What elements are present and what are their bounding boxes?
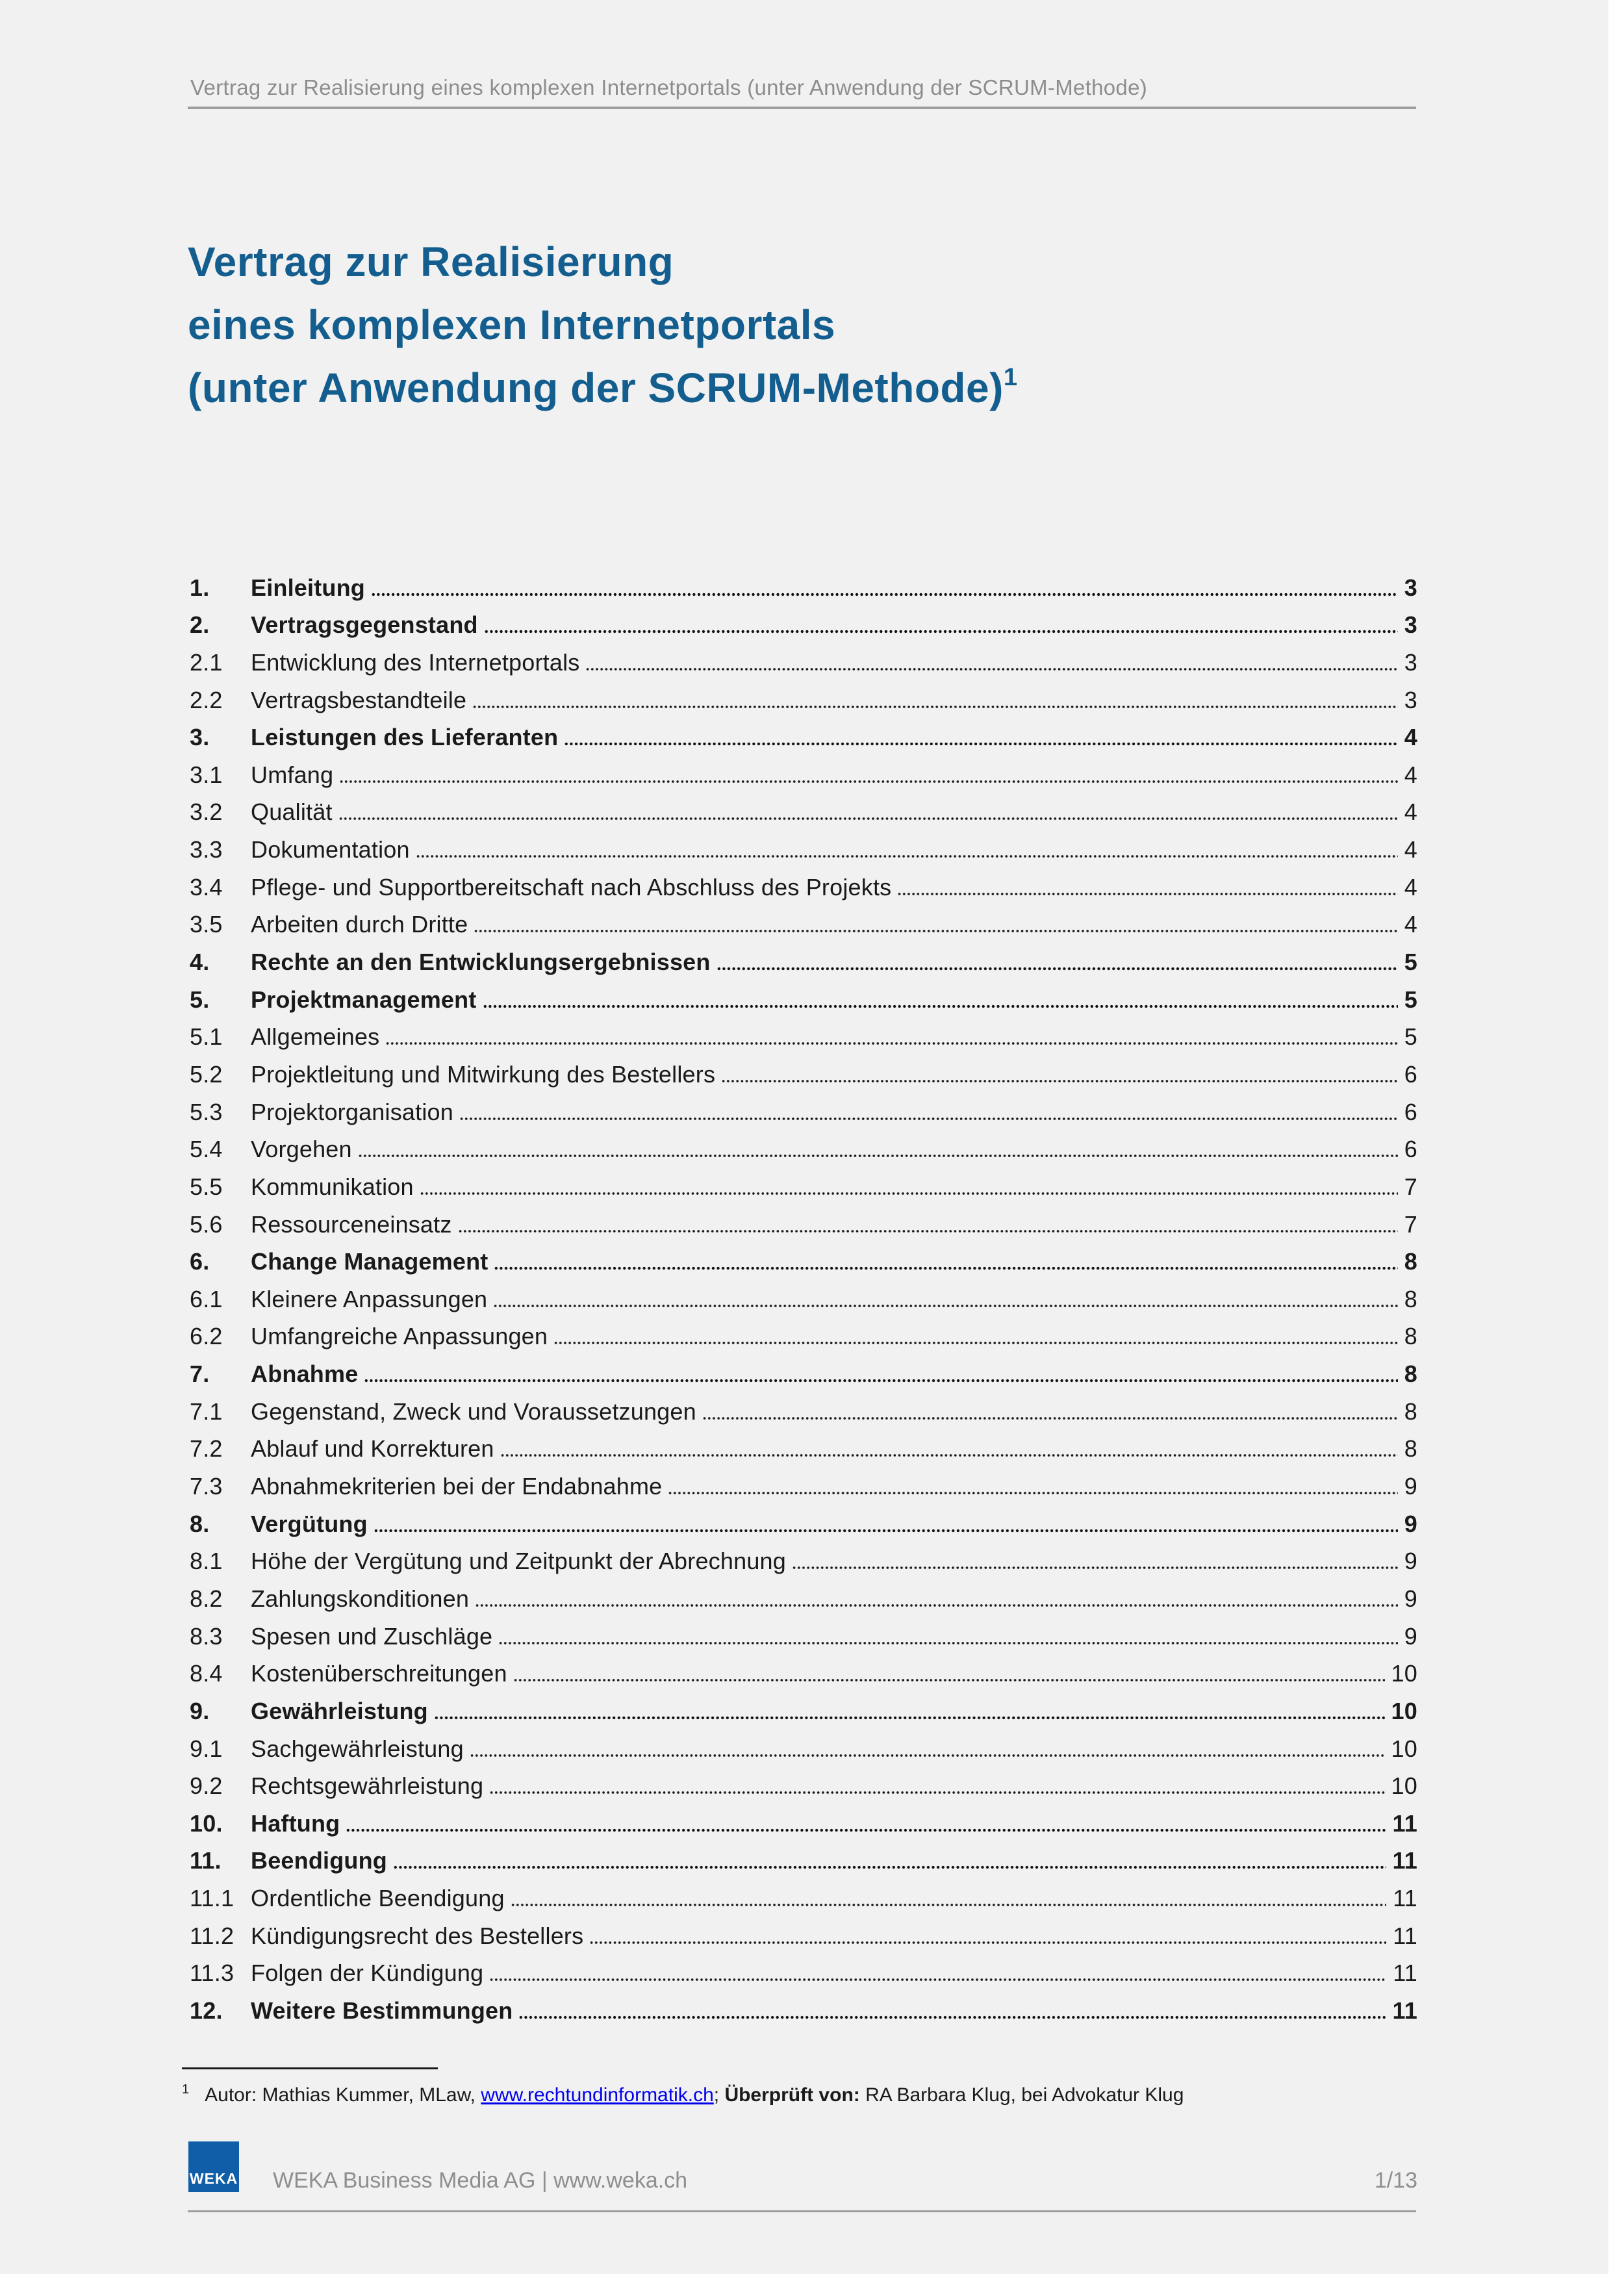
dot-leader: [717, 966, 1398, 971]
toc-entry: [190, 1500, 1417, 1538]
footnote-bold-label: Überprüft von:: [724, 2084, 860, 2106]
dot-leader: [564, 741, 1397, 747]
toc-entry: [190, 1575, 1417, 1613]
toc-entry-number: 11.: [190, 1847, 222, 1874]
toc-entry-page: 10: [1391, 1772, 1417, 1800]
toc-entry-page: 9: [1404, 1473, 1417, 1500]
toc-entry: [190, 1388, 1417, 1425]
toc-entry: [190, 1014, 1417, 1051]
toc-entry-page: 4: [1404, 836, 1417, 863]
toc-entry-number: 7.1: [190, 1398, 223, 1425]
dot-leader: [494, 1266, 1397, 1271]
toc-entry-number: 8.4: [190, 1660, 223, 1687]
toc-entry-number: 3.4: [190, 873, 223, 901]
dot-leader: [518, 2015, 1386, 2020]
toc-entry-number: 9.2: [190, 1772, 223, 1800]
toc-entry-number: 2.2: [190, 686, 223, 713]
toc-entry-page: 8: [1404, 1435, 1417, 1463]
toc-entry-number: 10.: [190, 1809, 223, 1837]
dot-leader: [338, 816, 1398, 821]
toc-entry: [190, 938, 1417, 976]
toc-entry-page: 10: [1391, 1697, 1417, 1724]
toc-entry: [190, 1163, 1417, 1201]
toc-entry-page: 8: [1404, 1398, 1417, 1425]
toc-entry-page: 8: [1404, 1248, 1417, 1275]
table-of-contents: [190, 564, 1417, 2025]
dot-leader: [475, 1603, 1398, 1608]
footnote-text-before-link: Autor: Mathias Kummer, MLaw,: [205, 2084, 481, 2106]
toc-entry: [190, 1912, 1417, 1950]
toc-entry: [190, 602, 1417, 639]
toc-entry-page: 11: [1393, 1960, 1417, 1987]
toc-entry-page: 11: [1393, 1922, 1417, 1949]
toc-entry: [190, 1837, 1417, 1875]
toc-entry-label: Zahlungskonditionen: [251, 1585, 470, 1612]
dot-leader: [489, 1790, 1384, 1795]
page-title-line-1: Vertrag zur Realisierung: [188, 238, 674, 285]
toc-entry: [190, 1425, 1417, 1463]
toc-entry-label: Abnahme: [251, 1361, 359, 1388]
running-header: Vertrag zur Realisierung eines komplexen Internetportals (unter Anwendung der SCRUM-Methode): [190, 75, 1148, 99]
toc-entry-label: Vertragsbestandteile: [251, 686, 467, 713]
toc-entry-label: Ressourceneinsatz: [251, 1210, 452, 1238]
toc-entry-label: Gewährleistung: [251, 1697, 428, 1724]
toc-entry-label: Folgen der Kündigung: [251, 1960, 484, 1987]
toc-entry: [190, 1238, 1417, 1276]
toc-entry-page: 9: [1404, 1510, 1417, 1537]
toc-entry: [190, 1687, 1417, 1725]
dot-leader: [553, 1340, 1398, 1346]
dot-leader: [358, 1153, 1398, 1158]
toc-entry: [190, 789, 1417, 826]
toc-entry-label: Kündigungsrecht des Bestellers: [251, 1922, 584, 1949]
toc-entry-label: Spesen und Zuschläge: [251, 1622, 493, 1650]
toc-entry-page: 11: [1393, 1885, 1417, 1912]
toc-entry-page: 5: [1404, 949, 1417, 976]
toc-entry-page: 8: [1404, 1361, 1417, 1388]
toc-entry-number: 7.3: [190, 1473, 223, 1500]
toc-entry: [190, 1313, 1417, 1351]
toc-entry-page: 11: [1392, 1997, 1417, 2024]
footnote-separator: [182, 2067, 438, 2069]
toc-entry: [190, 1725, 1417, 1763]
dot-leader: [434, 1715, 1385, 1720]
toc-entry-label: Pflege- und Supportbereitschaft nach Abschluss des Projekts: [251, 873, 892, 901]
dot-leader: [483, 1004, 1398, 1009]
toc-entry-label: Weitere Bestimmungen: [251, 1997, 513, 2024]
toc-entry: [190, 1088, 1417, 1126]
toc-entry-page: 9: [1404, 1622, 1417, 1650]
toc-entry-label: Projektorganisation: [251, 1098, 453, 1125]
toc-entry-page: 3: [1404, 648, 1417, 676]
page-number-indicator: 1/13: [1374, 2168, 1417, 2193]
toc-entry-number: 3.: [190, 724, 210, 751]
toc-entry-label: Sachgewährleistung: [251, 1735, 464, 1762]
toc-entry: [190, 1987, 1417, 2025]
dot-leader: [589, 1940, 1386, 1945]
dot-leader: [484, 629, 1398, 634]
footer-company-text: WEKA Business Media AG | www.weka.ch: [273, 2168, 688, 2193]
toc-entry-number: 5.1: [190, 1023, 223, 1051]
toc-entry: [190, 863, 1417, 901]
dot-leader: [420, 1191, 1398, 1196]
dot-leader: [511, 1902, 1387, 1908]
toc-entry-label: Ablauf und Korrekturen: [251, 1435, 494, 1463]
toc-entry-page: 9: [1404, 1548, 1417, 1575]
dot-leader: [459, 1116, 1398, 1121]
dot-leader: [374, 1528, 1398, 1533]
dot-leader: [792, 1565, 1398, 1570]
toc-entry-label: Kostenüberschreitungen: [251, 1660, 507, 1687]
footer-divider: [188, 2210, 1416, 2212]
toc-entry: [190, 676, 1417, 714]
toc-entry-page: 6: [1404, 1098, 1417, 1125]
toc-entry: [190, 1051, 1417, 1088]
toc-entry-label: Arbeiten durch Dritte: [251, 911, 468, 938]
toc-entry-label: Rechte an den Entwicklungsergebnissen: [251, 949, 711, 976]
dot-leader: [493, 1303, 1397, 1309]
dot-leader: [339, 779, 1398, 784]
toc-entry: [190, 751, 1417, 789]
toc-entry: [190, 714, 1417, 752]
toc-entry-number: 5.6: [190, 1210, 223, 1238]
toc-entry-number: 9.: [190, 1697, 210, 1724]
toc-entry-page: 8: [1404, 1285, 1417, 1312]
toc-entry-number: 3.3: [190, 836, 223, 863]
toc-entry-number: 9.1: [190, 1735, 223, 1762]
toc-entry-number: 8.: [190, 1510, 210, 1537]
toc-entry-label: Beendigung: [251, 1847, 387, 1874]
footnote-marker: 1: [182, 2082, 190, 2097]
toc-entry-number: 3.5: [190, 911, 223, 938]
toc-entry-page: 3: [1404, 574, 1417, 601]
toc-entry-page: 6: [1404, 1060, 1417, 1088]
toc-entry-label: Projektleitung und Mitwirkung des Bestellers: [251, 1060, 716, 1088]
toc-entry-label: Rechtsgewährleistung: [251, 1772, 484, 1800]
toc-entry-number: 8.2: [190, 1585, 223, 1612]
toc-entry-label: Abnahmekriterien bei der Endabnahme: [251, 1473, 663, 1500]
toc-entry-number: 3.2: [190, 798, 223, 826]
toc-entry: [190, 1350, 1417, 1388]
toc-entry-page: 5: [1404, 986, 1417, 1013]
toc-entry-number: 5.5: [190, 1173, 223, 1200]
toc-entry-page: 4: [1404, 873, 1417, 901]
toc-entry-number: 2.1: [190, 648, 223, 676]
weka-logo: [188, 2141, 239, 2192]
toc-entry-page: 7: [1404, 1173, 1417, 1200]
toc-entry-page: 3: [1404, 611, 1417, 639]
toc-entry: [190, 1650, 1417, 1688]
toc-entry-number: 5.4: [190, 1136, 223, 1163]
toc-entry-label: Entwicklung des Internetportals: [251, 648, 580, 676]
toc-entry: [190, 639, 1417, 676]
toc-entry-page: 6: [1404, 1136, 1417, 1163]
page-title-line-3-text: (unter Anwendung der SCRUM-Methode): [188, 364, 1004, 411]
toc-entry-label: Ordentliche Beendigung: [251, 1885, 505, 1912]
toc-entry-number: 11.3: [190, 1960, 235, 1987]
dot-leader: [458, 1229, 1398, 1234]
toc-entry: [190, 1126, 1417, 1164]
toc-entry-number: 7.2: [190, 1435, 223, 1463]
toc-entry: [190, 1201, 1417, 1238]
toc-entry-label: Leistungen des Lieferanten: [251, 724, 559, 751]
toc-entry-number: 6.1: [190, 1285, 223, 1312]
toc-entry-label: Qualität: [251, 798, 333, 826]
toc-entry-number: 5.3: [190, 1098, 223, 1125]
toc-entry-page: 4: [1404, 724, 1417, 751]
dot-leader: [470, 1753, 1385, 1758]
toc-entry-number: 6.2: [190, 1323, 223, 1350]
dot-leader: [897, 891, 1397, 897]
footnote-link[interactable]: www.rechtundinformatik.ch: [481, 2084, 714, 2106]
dot-leader: [474, 928, 1397, 934]
toc-entry-label: Kleinere Anpassungen: [251, 1285, 488, 1312]
page-title-line-2: eines komplexen Internetportals: [188, 301, 836, 348]
page-title: [188, 231, 1018, 420]
dot-leader: [416, 854, 1398, 859]
toc-entry-label: Vorgehen: [251, 1136, 352, 1163]
toc-entry: [190, 564, 1417, 602]
toc-entry-label: Dokumentation: [251, 836, 410, 863]
dot-leader: [472, 704, 1398, 709]
toc-entry-page: 9: [1404, 1585, 1417, 1612]
footnote: [182, 2082, 1417, 2106]
dot-leader: [498, 1641, 1398, 1646]
title-footnote-reference: 1: [1003, 364, 1018, 391]
toc-entry-number: 11.2: [190, 1922, 235, 1949]
toc-entry-label: Höhe der Vergütung und Zeitpunkt der Abrechnung: [251, 1548, 786, 1575]
toc-entry-page: 4: [1404, 911, 1417, 938]
toc-entry-number: 5.: [190, 986, 210, 1013]
dot-leader: [393, 1865, 1386, 1870]
toc-entry-number: 11.1: [190, 1885, 235, 1912]
toc-entry: [190, 1950, 1417, 1987]
toc-entry-number: 4.: [190, 949, 210, 976]
toc-entry-page: 7: [1404, 1210, 1417, 1238]
toc-entry: [190, 901, 1417, 939]
toc-entry-number: 6.: [190, 1248, 210, 1275]
toc-entry-page: 5: [1404, 1023, 1417, 1051]
toc-entry-number: 3.1: [190, 761, 223, 788]
toc-entry-page: 8: [1404, 1323, 1417, 1350]
toc-entry: [190, 1874, 1417, 1912]
toc-entry-page: 10: [1391, 1660, 1417, 1687]
toc-entry-label: Gegenstand, Zweck und Voraussetzungen: [251, 1398, 696, 1425]
dot-leader: [721, 1079, 1398, 1084]
page-title-line-3: [188, 357, 1018, 420]
toc-entry-number: 2.: [190, 611, 210, 639]
dot-leader: [385, 1041, 1397, 1046]
toc-entry-label: Kommunikation: [251, 1173, 414, 1200]
toc-entry-number: 5.2: [190, 1060, 223, 1088]
toc-entry-label: Umfang: [251, 761, 334, 788]
toc-entry-page: 10: [1391, 1735, 1417, 1762]
toc-entry-label: Haftung: [251, 1809, 340, 1837]
dot-leader: [371, 592, 1398, 597]
toc-entry: [190, 1538, 1417, 1576]
toc-entry-label: Vergütung: [251, 1510, 368, 1537]
toc-entry-number: 7.: [190, 1361, 210, 1388]
toc-entry: [190, 826, 1417, 863]
dot-leader: [500, 1453, 1398, 1458]
toc-entry-number: 12.: [190, 1997, 223, 2024]
dot-leader: [668, 1490, 1397, 1496]
toc-entry-page: 4: [1404, 798, 1417, 826]
toc-entry-label: Allgemeines: [251, 1023, 380, 1051]
header-divider: [188, 107, 1416, 109]
toc-entry-label: Projektmanagement: [251, 986, 477, 1013]
footnote-text-after-link: ;: [713, 2084, 725, 2106]
toc-entry: [190, 1463, 1417, 1500]
dot-leader: [346, 1828, 1386, 1833]
toc-entry: [190, 1275, 1417, 1313]
toc-entry-label: Umfangreiche Anpassungen: [251, 1323, 548, 1350]
dot-leader: [702, 1416, 1398, 1421]
dot-leader: [364, 1378, 1397, 1383]
toc-entry: [190, 1613, 1417, 1650]
footnote-text-after-bold: RA Barbara Klug, bei Advokatur Klug: [859, 2084, 1184, 2106]
toc-entry-page: 4: [1404, 761, 1417, 788]
toc-entry-number: 8.3: [190, 1622, 223, 1650]
dot-leader: [513, 1678, 1385, 1683]
toc-entry-number: 8.1: [190, 1548, 223, 1575]
toc-entry-page: 11: [1392, 1847, 1417, 1874]
toc-entry: [190, 1763, 1417, 1800]
toc-entry-label: Einleitung: [251, 574, 365, 601]
dot-leader: [489, 1977, 1386, 1982]
toc-entry-page: 3: [1404, 686, 1417, 713]
dot-leader: [585, 667, 1397, 672]
toc-entry-number: 1.: [190, 574, 210, 601]
toc-entry-page: 11: [1392, 1809, 1417, 1837]
toc-entry-label: Vertragsgegenstand: [251, 611, 478, 639]
toc-entry: [190, 1800, 1417, 1837]
weka-logo-text: WEKA: [189, 2170, 238, 2187]
toc-entry: [190, 976, 1417, 1014]
toc-entry-label: Change Management: [251, 1248, 488, 1275]
